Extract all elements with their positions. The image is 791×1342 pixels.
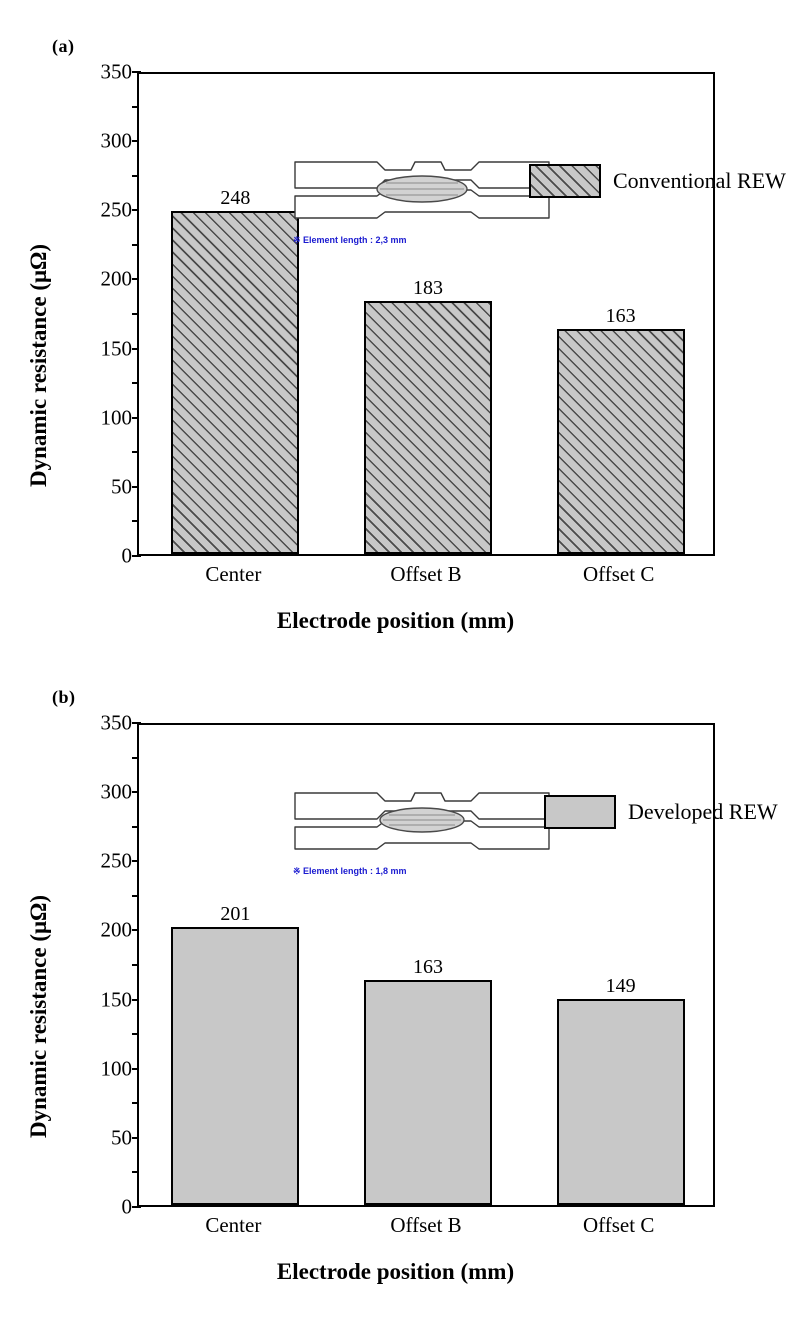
plot-area-b (137, 723, 778, 1207)
bar-value-label: 163 (413, 955, 443, 978)
x-axis-labels-a (137, 562, 715, 592)
legend-swatch-b (544, 795, 616, 829)
bar-value-label: 163 (605, 304, 636, 327)
figure-panel-b (0, 671, 791, 1342)
electrode-schematic-svg-a (291, 156, 553, 242)
panel-label-a: (a) (52, 36, 75, 56)
x-tick-label: Center (205, 562, 262, 586)
bar-value-label: 183 (413, 276, 443, 299)
x-axis-title-a: Electrode position (mm) (276, 608, 515, 633)
legend-a (519, 158, 791, 204)
y-tick-label: 150 (100, 336, 132, 361)
bar-value-label: 201 (220, 903, 251, 926)
y-tick-label: 250 (100, 848, 132, 873)
y-tick-label: 350 (100, 59, 132, 84)
bar-center (171, 927, 299, 1205)
electrode-schematic-inset-a (291, 156, 553, 245)
y-tick-label: 50 (111, 1125, 132, 1150)
x-tick-label: Offset C (582, 1213, 655, 1237)
y-tick-label: 200 (100, 917, 132, 942)
y-tick-label: 300 (100, 779, 132, 804)
legend-swatch-a (529, 164, 601, 198)
y-tick-label: 250 (100, 197, 132, 222)
x-tick-label: Center (205, 1213, 262, 1237)
bar-offset-b (364, 301, 492, 554)
electrode-schematic-inset-b (291, 787, 553, 876)
inset-caption-a: ※ Element length : 2,3 mm (293, 235, 407, 245)
bar-value-label: 248 (220, 187, 251, 210)
x-axis-labels-b (137, 1213, 715, 1243)
x-axis-title-b: Electrode position (mm) (276, 1259, 515, 1284)
bar-value-label: 149 (605, 974, 636, 997)
bars-layer-a (139, 74, 713, 554)
x-tick-label: Offset B (390, 1213, 462, 1237)
y-tick-label: 150 (100, 987, 132, 1012)
legend-b (534, 789, 788, 835)
bar-center (171, 211, 299, 554)
legend-label-b: Developed REW (628, 799, 778, 824)
bar-offset-b (364, 980, 492, 1205)
inset-caption-b: ※ Element length : 1,8 mm (293, 866, 407, 876)
y-tick-label: 100 (100, 405, 132, 430)
plot-area-a (137, 72, 786, 556)
y-tick-label: 300 (100, 128, 132, 153)
y-axis-title-a: Dynamic resistance (μΩ) (26, 243, 51, 487)
y-tick-label: 50 (111, 474, 132, 499)
x-tick-label: Offset B (390, 562, 462, 586)
y-axis-ticks-b (72, 710, 132, 1219)
x-tick-label: Offset C (582, 562, 655, 586)
bar-offset-c (557, 329, 685, 554)
y-axis-title-b: Dynamic resistance (μΩ) (26, 894, 51, 1138)
legend-label-a: Conventional REW (613, 168, 786, 193)
y-tick-label: 0 (121, 543, 132, 568)
y-tick-label: 200 (100, 266, 132, 291)
y-tick-label: 350 (100, 710, 132, 735)
electrode-schematic-svg-b (291, 787, 553, 873)
y-axis-ticks-a (72, 59, 132, 568)
y-tick-label: 0 (121, 1194, 132, 1219)
panel-label-b: (b) (52, 687, 76, 707)
y-tick-label: 100 (100, 1056, 132, 1081)
bar-offset-c (557, 999, 685, 1205)
